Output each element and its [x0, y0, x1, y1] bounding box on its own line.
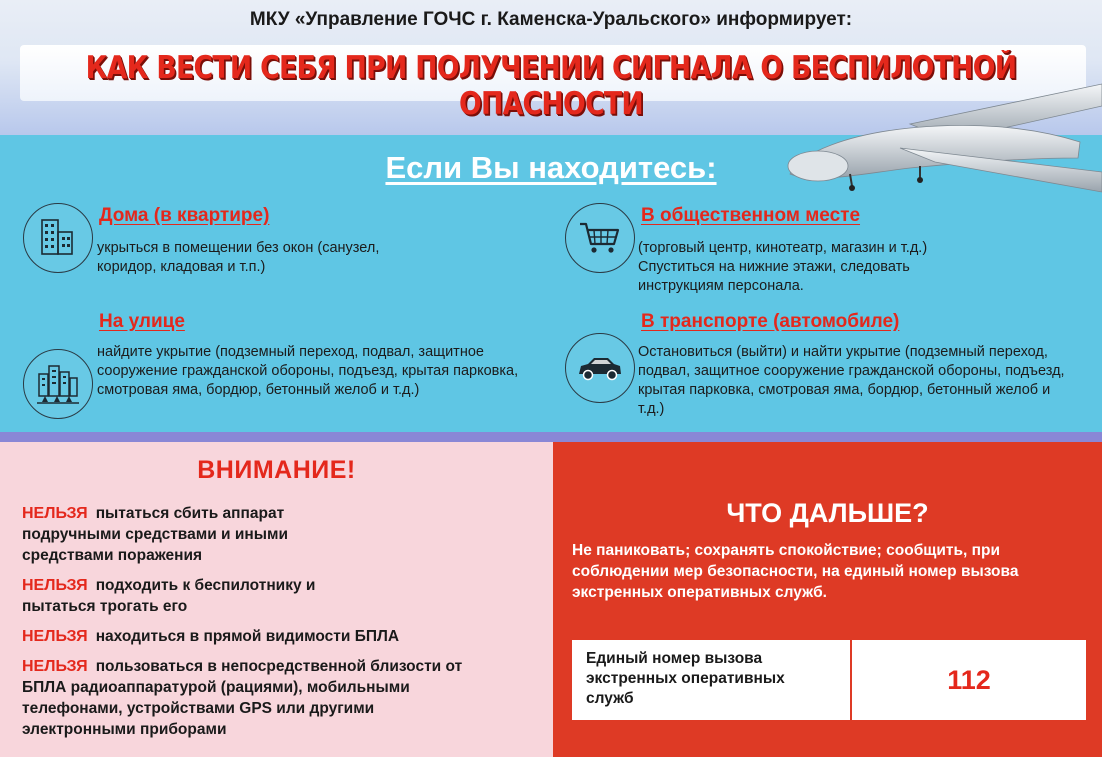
home-text: укрыться в помещении без окон (санузел, коридор, кладовая и т.п.) — [97, 240, 380, 275]
transport-text: Остановиться (выйти) и найти укрытие (подземный переход, подвал, защитное сооружение гражданской обороны, подъезд, крытая парковка, смотровая яма, бордюр, бетонный желоб и т.д.) — [638, 344, 1065, 417]
emergency-number: 112 — [947, 664, 991, 695]
warning-prefix: НЕЛЬЗЯ — [22, 577, 88, 594]
home-title: Дома (в квартире) — [99, 205, 270, 226]
warning-item — [22, 626, 522, 647]
transport-title: В транспорте (автомобиле) — [641, 311, 900, 332]
warning-item — [22, 575, 382, 617]
org-line: МКУ «Управление ГОЧС г. Каменска-Уральского» информирует: — [249, 9, 853, 30]
warning-title: ВНИМАНИЕ! — [197, 456, 356, 484]
warning-item-text: подходить к беспилотнику и пытаться трогать его — [22, 577, 316, 615]
public-text: (торговый центр, кинотеатр, магазин и т.д.) Спуститься на нижние этажи, следовать инструкциям персонала. — [638, 240, 928, 294]
warning-prefix: НЕЛЬЗЯ — [22, 628, 88, 645]
public-title: В общественном месте — [641, 205, 861, 226]
next-steps-text: Не паниковать; сохранять спокойствие; сообщить, при соблюдении мер безопасности, на единый номер вызова экстренных оперативных служб. — [572, 542, 1019, 601]
page-title: КАК ВЕСТИ СЕБЯ ПРИ ПОЛУЧЕНИИ СИГНАЛА О БЕСПИЛОТНОЙ ОПАСНОСТИ — [85, 50, 1017, 122]
building-icon — [23, 203, 93, 273]
next-steps-title: ЧТО ДАЛЬШЕ? — [726, 498, 929, 528]
street-text: найдите укрытие (подземный переход, подвал, защитное сооружение гражданской обороны, подъезд, крытая парковка, смотровая яма, бордюр, бетонный желоб и т.д.) — [97, 344, 519, 398]
warning-prefix: НЕЛЬЗЯ — [22, 658, 88, 675]
shopping-cart-icon — [565, 203, 635, 273]
emergency-number-label: Единый номер вызова экстренных оперативных служб — [572, 640, 852, 720]
warning-prefix: НЕЛЬЗЯ — [22, 505, 88, 522]
locations-title: Если Вы находитесь: — [385, 150, 717, 185]
car-icon — [565, 333, 635, 403]
city-icon — [23, 349, 93, 419]
warning-item — [22, 656, 492, 740]
warning-item — [22, 503, 362, 566]
section-divider — [0, 432, 1102, 442]
warning-item-text: находиться в прямой видимости БПЛА — [95, 628, 400, 645]
emergency-number-table — [572, 640, 1086, 720]
warning-item-text: пользоваться в непосредственной близости от БПЛА радиоаппаратурой (рациями), мобильными телефонами, устройствами GPS или другими электронными приборами — [22, 658, 463, 738]
street-title: На улице — [99, 311, 185, 332]
warning-item-text: пытаться сбить аппарат подручными средствами и иными средствами поражения — [22, 505, 289, 564]
